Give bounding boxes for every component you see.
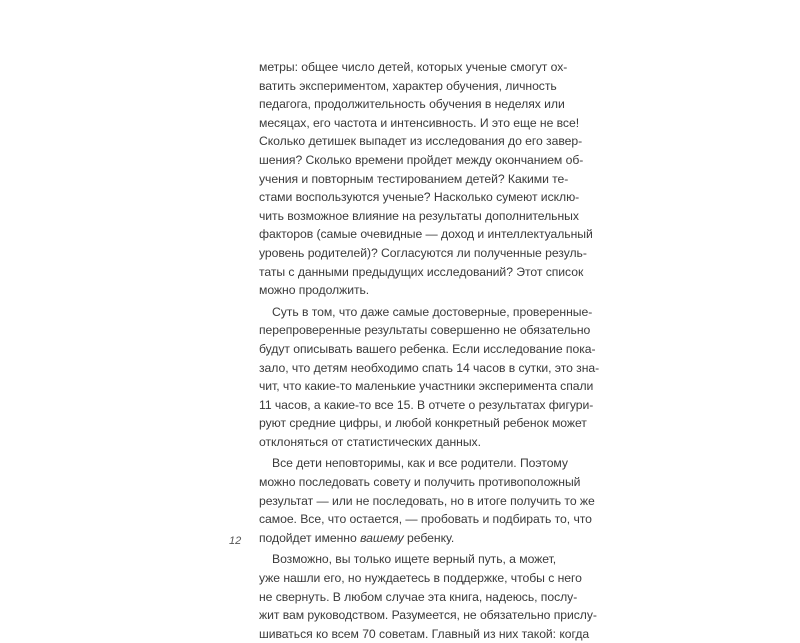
text-line: уже нашли его, но нуждаетесь в поддержке, чтобы с него [259,571,582,586]
book-page-text [259,58,600,643]
text-line: можно последовать совету и получить противоположный [259,475,581,490]
text-fragment: подойдет именно [259,530,361,545]
text-line: метры: общее число детей, которых ученые смогут ох- [259,60,568,74]
text-line: Суть в том, что даже самые достоверные, проверенные- [272,304,593,319]
paragraph-1 [259,58,593,300]
text-line: шиваться ко всем 70 советам. Главный из них такой: когда [259,626,590,641]
text-line: Все дети неповторимы, как и все родители. Поэтому [272,456,568,471]
text-fragment: ребенку. [403,530,455,545]
text-line: перепроверенные результаты совершенно не обязательно [259,323,591,338]
text-line: чить возможное влияние на результаты дополнительных [259,208,579,223]
text-line: не свернуть. В любом случае эта книга, надеюсь, послу- [259,589,578,604]
text-line: факторов (самые очевидные — доход и интеллектуальный [259,227,593,242]
text-line: стами воспользуются ученые? Насколько сумеют исклю- [259,190,580,205]
paragraph-2 [259,303,600,452]
paragraph-4 [259,550,597,643]
text-line: Сколько детишек выпадет из исследования до его завер- [259,134,583,149]
page-number: 12 [229,535,242,547]
text-line: месяцах, его частота и интенсивность. И это еще не все! [259,115,580,130]
text-line: Возможно, вы только ищете верный путь, а может, [272,552,557,567]
text-line: ватить экспериментом, характер обучения, личность [259,78,557,93]
text-line: педагога, продолжительность обучения в неделях или [259,97,565,112]
text-line: можно продолжить. [259,283,370,298]
text-line: шения? Сколько времени пройдет между окончанием об- [259,152,584,167]
text-line: руют средние цифры, и любой конкретный ребенок может [259,416,587,431]
text-line: таты с данными предыдущих исследований? Этот список [259,264,584,279]
text-line: самое. Все, что остается, — пробовать и подбирать то, что [259,512,592,527]
text-line: результат — или не последовать, но в итоге получить то же [259,493,595,508]
text-line: уровень родителей)? Согласуются ли полученные резуль- [259,245,587,260]
paragraph-3 [259,454,595,547]
text-line: жит вам руководством. Разумеется, не обязательно прислу- [259,608,597,623]
text-line: зало, что детям необходимо спать 14 часов в сутки, это зна- [259,360,600,375]
emphasized-word: вашему [360,530,404,545]
text-line: чит, что какие-то маленькие участники эксперимента спали [259,379,594,394]
text-line: отклоняться от статистических данных. [259,434,481,449]
text-line: учения и повторным тестированием детей? Какими те- [259,171,569,186]
text-line: будут описывать вашего ребенка. Если исследование пока- [259,341,596,356]
text-line [259,529,546,548]
text-line: 11 часов, а какие-то все 15. В отчете о результатах фигури- [259,397,594,412]
